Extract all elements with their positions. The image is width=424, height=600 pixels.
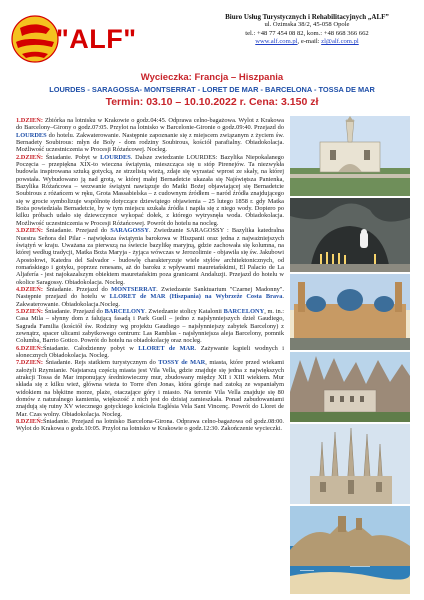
day-highlight: BARCELONY bbox=[223, 307, 265, 315]
logo-text: "ALF" bbox=[56, 24, 137, 54]
day-2 bbox=[16, 154, 284, 227]
day-1 bbox=[16, 117, 284, 154]
company-info bbox=[196, 13, 418, 47]
day-highlight: LLORET de MAR (Hiszpania) na Wybrzeże Costa Brava bbox=[109, 293, 283, 301]
day-4 bbox=[16, 286, 284, 308]
day-text: Śniadanie. Całodzienny pobyt w bbox=[42, 344, 139, 352]
day-text: Śniadanie. Rejs statkiem turystycznym do bbox=[42, 359, 159, 367]
day-text: . Zakwaterowanie. Obiadokolacja.Nocleg. bbox=[16, 293, 284, 308]
email-link[interactable]: zl@alf.com.pl bbox=[321, 38, 359, 46]
email-prefix: e-mail: bbox=[300, 38, 322, 46]
day-label: 2.DZIEŃ: bbox=[16, 153, 43, 161]
day-8 bbox=[16, 418, 284, 433]
globe-icon bbox=[10, 14, 60, 64]
day-6 bbox=[16, 345, 284, 360]
trip-route: LOURDES - SARAGOSSA- MONTSERRAT - LORET DE MAR - BARCELONA - TOSSA DE MAR bbox=[49, 85, 375, 94]
day-text: Śniadanie. Przejazd do bbox=[42, 285, 112, 293]
day-highlight: SARAGOSSY bbox=[110, 227, 150, 235]
day-highlight: LLORET de MAR bbox=[138, 344, 195, 352]
day-text: . Dalsze zwiedzanie LOURDES: Bazylika Niepokalanego Poczęcia – przepiękna XIX-to wieczna świątynia, mieszcząca się u stóp Pirenejów. Ta niezwykła budowla inspirowana sztuką gotycką, ze strzelistą wieżą, zdaje się wyrastać wprost ze skały, na której powstała. Wybudowano ją nad grotą, w której małej Bernadetcie ukazała się Najświętsza Panienka, Bazylika Różańcowa – wezwanie świątyni nawiązuje do Matki Bożej objawiającej się Bernadetcie Soubirous z różańcem w ręku, Grota Massabielska – z cudownym źródłem – naród źródła znajdującego się w grocie symbolizuje wspólnotę dotyczące dziewiątego objawienia – 25 lutego 1858 r. gdy Matka Boża powiedziała Bernadetcie, by w tym miejscu szukała źródła i napiła się z niego wody. Dopiero po kilku próbach udało się dziewczynce wykopać dołek, z którego wytrysnęła woda. Obiadokolacja. Możliwość uczestniczenia w Procesji Różańcowej. Powrót do hotelu na nocleg. bbox=[16, 153, 284, 227]
day-label: 5.DZIEŃ: bbox=[16, 307, 43, 315]
trip-title: Wycieczka: Francja – Hiszpania bbox=[140, 72, 284, 83]
day-3 bbox=[16, 227, 284, 286]
photo-lourdes-basilica bbox=[290, 116, 410, 196]
day-text: . Zażywanie kąpieli wodnych i słonecznych Obiadokolacja. Nocleg. bbox=[16, 344, 284, 359]
website-link[interactable]: www.alf.com.pl bbox=[255, 38, 298, 46]
company-web-email-line: www.alf.com.pl, e-mail: zl@alf.com.pl bbox=[255, 38, 359, 46]
day-label: 4.DZIEŃ: bbox=[16, 285, 43, 293]
day-highlight: BARCELONY bbox=[104, 307, 146, 315]
day-text: Śniadanie. Pobyt w bbox=[42, 153, 101, 161]
day-text: . Zwiedzanie Sanktuarium "Czarnej Madonny". Następnie przejazd do hotelu w bbox=[16, 285, 284, 301]
day-highlight: LOURDES bbox=[100, 153, 131, 161]
day-text: . Zwiedzanie SARAGOSSY : Bazylika katedralna Nuestra Señora del Pilar - największa świątynia barokowa w Hiszpanii oraz jedna z najważniejszych świątyń w kraju. Uważana za pierwszą na świecie bazylikę maryjną, gdzie zachowała się kolumna, na której według tradycji, Matka Boża Maryja - żyjąca wówczas w Jerozolimie - objawiła się św. Jakubowi Apostołowi, Katedra del Salvador - budowlę charakteryzuje wiele stylów architektonicznych, od romańskiego i gotyku, poprzez renesans, aż do baroku z wpływami mauretańskimi, El Palacio de La Aljafería - jest najokazalszym obiektem mauretańskim poza granicami Andaluzji. Przejazd do hotelu w okolice Saragossy. Obiadokolacja. Nocleg. bbox=[16, 227, 284, 286]
day-label: 1.DZIEŃ: bbox=[16, 117, 43, 124]
photo-saragossa-basilica bbox=[290, 274, 410, 350]
day-text: , m. in.: Casa Mila – słynny dom z falującą fasadą i Park Guell – jedno z najsłynniejszych dzieł Gaudiego, Sagrada Familia (kościół św. Rodziny wg projektu Gaudiego – najsłynniejszy zabytek Barcelony) z zewnątrz, spacer ulicami zabytkowego centrum: Las Ramblas - najsłynniejsza aleja Barcelony, pomnik Columba, Barrio Gotico. Powrót do hotelu na obiadokolację oraz nocleg. bbox=[16, 307, 284, 345]
day-highlight: MONTSERRAT bbox=[111, 285, 157, 293]
day-text: Śniadanie. Przejazd na lotnisko Barcelona-Girona. Odprawa celno-bagażowa od godz.08:00. Wylot do Krakowa o godz.10:05. Przylot na lotnisko w Krakowie o godz.12:30. Zakończenie wycieczki. bbox=[16, 418, 284, 433]
photo-barcelona-sagrada-familia bbox=[290, 424, 410, 504]
day-label: 6.DZIEŃ: bbox=[16, 344, 43, 352]
day-label: 7.DZIEŃ: bbox=[16, 359, 43, 367]
company-phones: tel.: +48 77 454 08 82, kom.: +48 668 366 662 bbox=[245, 29, 369, 37]
photo-lourdes-grotto bbox=[290, 198, 410, 272]
company-address: ul. Ozimska 38/2, 45-058 Opole bbox=[264, 21, 350, 29]
day-text: Śniadanie. Przejazd do bbox=[42, 307, 105, 315]
day-label: 8.DZIEŃ: bbox=[16, 418, 43, 426]
day-text: Śniadanie. Przejazd do bbox=[42, 227, 111, 235]
day-text: Zbiórka na lotnisku w Krakowie o godz.04:45. Odprawa celno-bagażowa. Wylot z Krakowa do Barcelony–Girony o godz.07:05. Przylot na lotnisko w Barcelonie-Gironie o godz.09:40. Przejazd do bbox=[16, 117, 284, 132]
day-highlight: LOURDES bbox=[16, 131, 47, 139]
day-text: , miasta, które przed wiekami założyli Rzymianie. Najstarszą częścią miasta jest Vila Vella, gdzie znajduje się jedna z największych atrakcji Tossa de Mar imponujący średniowieczny mur, zbudowany między XII i XIII wiekiem. Mur składa się z kilku wież, główna wieża to Torre d'en Jonas, która góruje nad zatoką ze wspaniałym widokiem na błękitne morze, plaże, otaczające góry i miasto. Na terenie Vila Vella znajduje się 80 domów z naturalnego kamienia, większość z nich jest do dzisiaj zamieszkała. Ponad zabudowaniami znajdują się ruiny XV wiecznego gotyckiego kościoła Església Vela Sant Vincenç. Powrót do Lloret de Mar. Czas wolny. Obiadokolacja. Nocleg. bbox=[16, 359, 284, 418]
trip-term-price: Termin: 03.10 – 10.10.2022 r. Cena: 3.150 zł bbox=[105, 96, 319, 108]
day-highlight: TOSSY de MAR bbox=[158, 359, 206, 367]
photo-montserrat-monastery bbox=[290, 352, 410, 422]
company-name: Biuro Usług Turystycznych i Rehabilitacyjnych „ALF” bbox=[225, 13, 389, 21]
day-7 bbox=[16, 359, 284, 418]
day-5 bbox=[16, 308, 284, 345]
day-text: . Zwiedzanie stolicy Katalonii bbox=[145, 307, 224, 315]
itinerary bbox=[16, 117, 284, 591]
photo-tossa-de-mar bbox=[290, 506, 410, 594]
company-logo bbox=[8, 8, 186, 72]
day-label: 3.DZIEŃ: bbox=[16, 227, 43, 235]
day-text: do hotelu. Zakwaterowanie. Następnie zapoznanie się z miejscem związanym z życiem św. Bernadety Soubirous: młyn de Boly - dom rodziny Soubirous, kościół parafialny. Obiadokolacja. Możliwość uczestniczenia w Procesji Różańcowej. Nocleg. bbox=[16, 131, 284, 154]
